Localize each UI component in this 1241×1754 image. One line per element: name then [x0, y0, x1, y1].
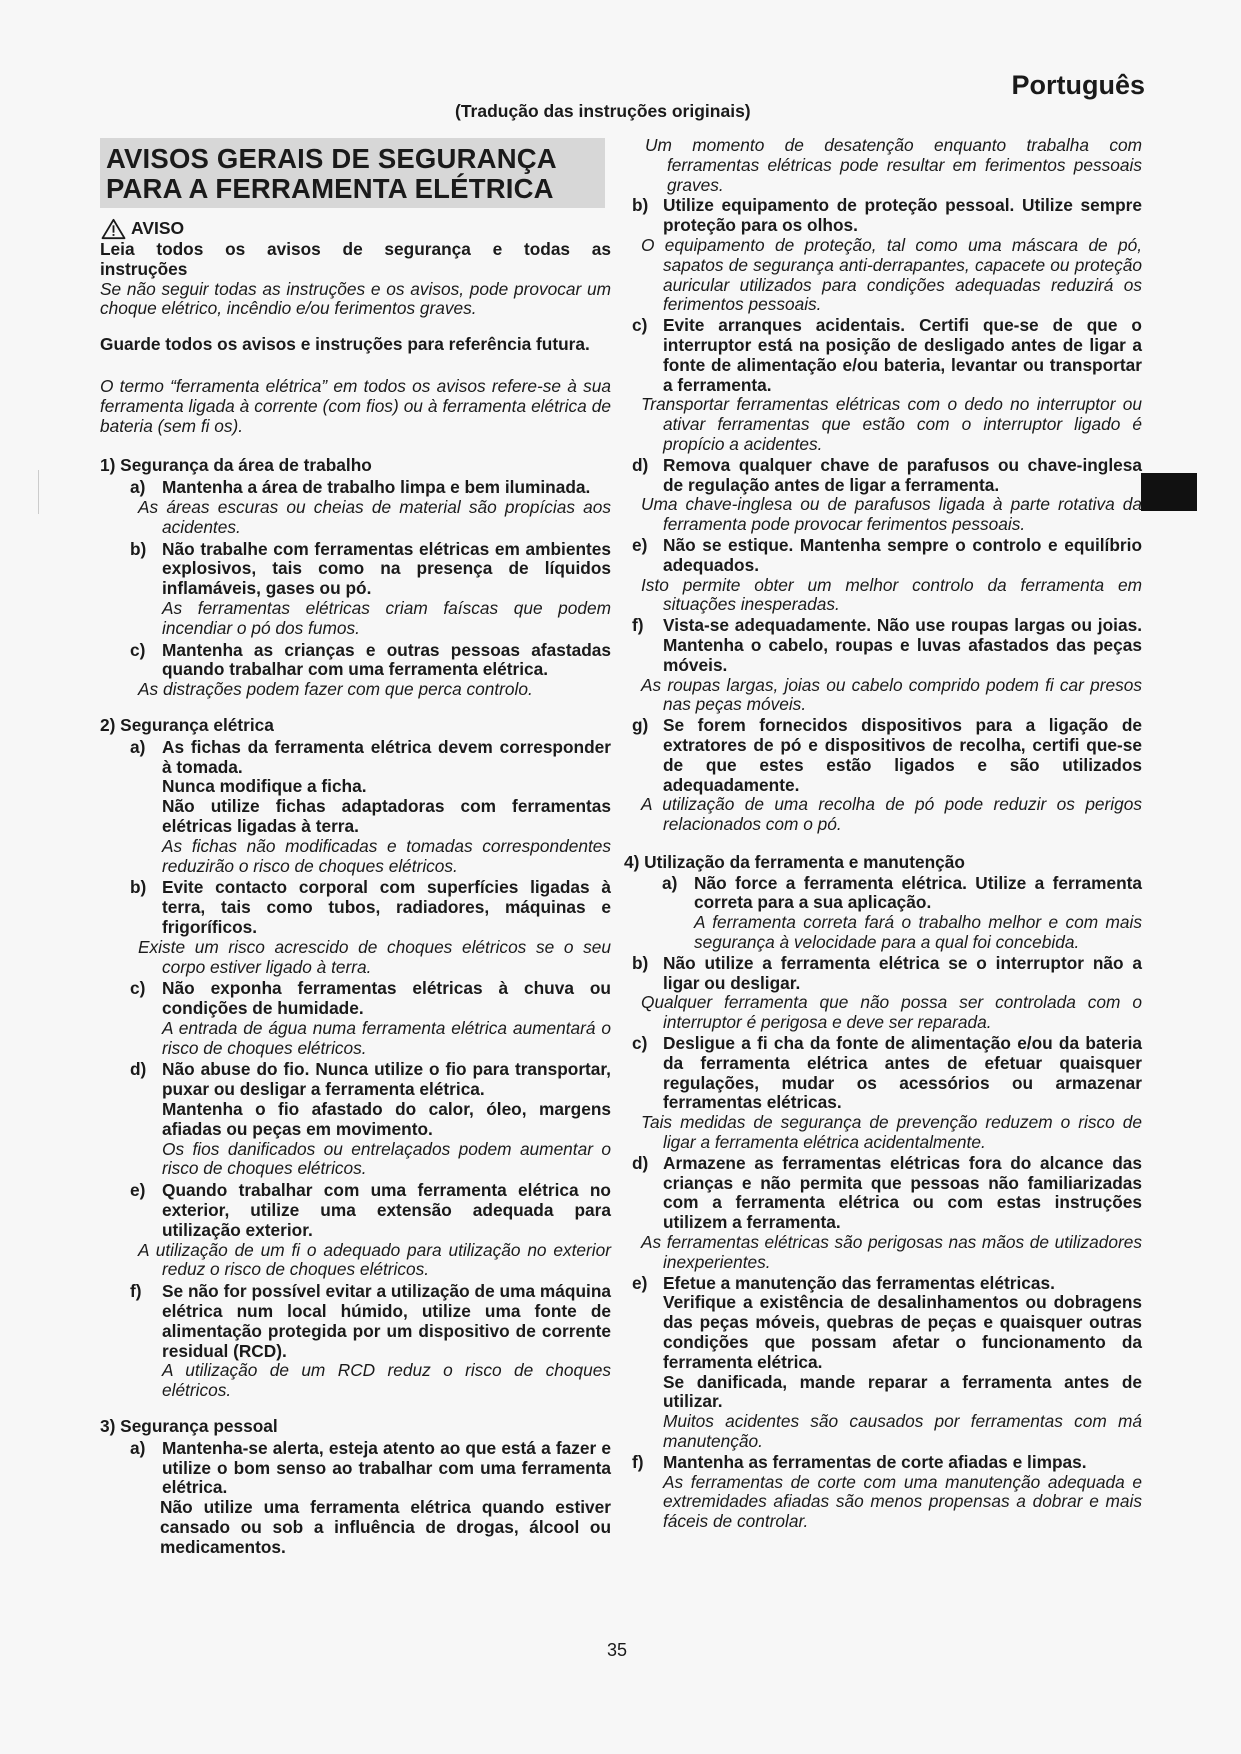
s2-d-bold2: Mantenha o fio afastado do calor, óleo, margens afiadas ou peças em movimento.	[162, 1099, 611, 1139]
item-text: Evite contacto corporal com superfícies ligadas à terra, tais como tubos, radiadores, máquinas e frigoríficos.	[162, 877, 611, 937]
s2-a-bold2: Nunca modifique a ficha.	[162, 776, 367, 797]
item-text: As fichas da ferramenta elétrica devem corresponder à tomada.	[162, 736, 611, 777]
item-text: Mantenha-se alerta, esteja atento ao que está a fazer e utilize o bom senso ao trabalhar com uma ferramenta elétrica.	[162, 1437, 611, 1498]
item-label: d)	[632, 454, 649, 475]
s4-item-f	[632, 1453, 1142, 1473]
s4-item-e	[632, 1274, 1142, 1294]
item-text: Armazene as ferramentas elétricas fora do alcance das crianças e não permita que pessoas não familiarizadas com a ferramenta elétrica ou com estas instruções utilizem a ferramenta.	[663, 1152, 1142, 1233]
item-label: e)	[632, 534, 648, 555]
s4-e-bold2: Verifique a existência de desalinhamentos ou dobragens das peças móveis, quebras de peças e quaisquer outras condições que possam afetar o funcionamento da ferramenta elétrica.	[663, 1292, 1142, 1372]
s4-note-c: Tais medidas de segurança de prevenção reduzem o risco de ligar a ferramenta elétrica acidentalmente.	[641, 1112, 1142, 1153]
item-label: a)	[662, 872, 678, 893]
s2-item-e	[100, 1181, 611, 1240]
s3-item-c	[632, 316, 1142, 395]
item-label: d)	[632, 1152, 649, 1173]
warning-triangle-icon	[100, 218, 127, 240]
item-label: f)	[632, 615, 644, 636]
language-tab-marker	[1141, 473, 1197, 511]
item-label: a)	[130, 1437, 146, 1458]
item-text: Não utilize a ferramenta elétrica se o interruptor não a ligar ou desligar.	[663, 952, 1142, 993]
s3-item-g	[632, 716, 1142, 795]
s4-note-f: As ferramentas de corte com uma manutenção adequada e extremidades afiadas são menos propensas a dobrar e mais fáceis de controlar.	[663, 1471, 1142, 1532]
s3-note-f: As roupas largas, joias ou cabelo comprido podem fi car presos nas peças móveis.	[641, 674, 1142, 715]
s1-note-c: As distrações podem fazer com que perca controlo.	[138, 679, 533, 700]
s2-a-bold3: Não utilize fichas adaptadoras com ferramentas elétricas ligadas à terra.	[162, 796, 611, 836]
warning-text: AVISO	[131, 218, 185, 239]
s1-item-c	[100, 641, 611, 681]
item-text: Se não for possível evitar a utilização de uma máquina elétrica num local húmido, utilize uma fonte de alimentação protegida por um dispositivo de corrente residual (RCD).	[162, 1281, 611, 1361]
s1-item-a	[100, 478, 611, 498]
s4-item-b	[632, 954, 1142, 994]
item-text: Quando trabalhar com uma ferramenta elétrica no exterior, utilize uma extensão adequada para utilização exterior.	[162, 1180, 611, 1240]
right-column	[624, 135, 1142, 1532]
s3-note-c: Transportar ferramentas elétricas com o dedo no interruptor ou ativar ferramentas que estão com o interruptor ligado é propício a acidentes.	[641, 394, 1142, 454]
s4-item-c	[632, 1034, 1142, 1113]
item-label: b)	[632, 195, 649, 216]
keep-instructions: Guarde todos os avisos e instruções para referência futura.	[100, 334, 590, 355]
item-text: Se forem fornecidos dispositivos para a ligação de extratores de pó e dispositivos de recolha, certifi que-se de que estes estão ligados e são utilizados adequadamente.	[663, 715, 1142, 795]
s2-item-c	[100, 979, 611, 1019]
s1-note-a: As áreas escuras ou cheias de material são propícias aos acidentes.	[138, 496, 611, 537]
s4-note-d: As ferramentas elétricas são perigosas nas mãos de utilizadores inexperientes.	[641, 1232, 1142, 1272]
item-label: a)	[130, 736, 146, 757]
translation-subtitle: (Tradução das instruções originais)	[455, 101, 751, 121]
item-text: Não abuse do fio. Nunca utilize o fio para transportar, puxar ou desligar a ferramenta elétrica.	[162, 1059, 611, 1100]
warning-intro: Leia todos os avisos de segurança e todas as instruções	[100, 239, 611, 279]
s4-note-e: Muitos acidentes são causados por ferramentas com má manutenção.	[663, 1411, 1142, 1451]
item-text: Mantenha a área de trabalho limpa e bem iluminada.	[162, 477, 591, 498]
item-text: Não trabalhe com ferramentas elétricas em ambientes explosivos, tais como na presença de líquidos inflamáveis, gases ou pó.	[162, 538, 611, 599]
s2-note-a: As fichas não modificadas e tomadas correspondentes reduzirão o risco de choques elétricos.	[162, 835, 611, 876]
item-text: Utilize equipamento de proteção pessoal. Utilize sempre proteção para os olhos.	[663, 195, 1142, 236]
s4-item-d	[632, 1154, 1142, 1233]
s3-a-bold2: Não utilize uma ferramenta elétrica quando estiver cansado ou sob a influência de drogas, álcool ou medicamentos.	[160, 1497, 611, 1557]
s3-item-a	[100, 1439, 611, 1498]
s1-item-b	[100, 540, 611, 599]
s3-item-d	[632, 456, 1142, 496]
margin-mark	[38, 470, 39, 514]
item-label: f)	[632, 1451, 644, 1472]
page-number: 35	[607, 1640, 628, 1660]
s2-item-d	[100, 1060, 611, 1100]
item-label: c)	[130, 978, 146, 999]
item-label: e)	[130, 1180, 146, 1201]
title-line-2: PARA A FERRAMENTA ELÉTRICA	[106, 173, 554, 204]
item-label: g)	[632, 715, 649, 736]
item-label: d)	[130, 1059, 147, 1080]
warning-label	[100, 218, 611, 240]
section-title-box	[100, 138, 605, 208]
s3-item-e	[632, 536, 1142, 576]
s4-e-bold3: Se danificada, mande reparar a ferramenta antes de utilizar.	[663, 1371, 1142, 1412]
item-text: Não se estique. Mantenha sempre o controlo e equilíbrio adequados.	[663, 534, 1142, 575]
item-label: c)	[632, 315, 648, 336]
s3-item-f	[632, 616, 1142, 675]
section-2-title: 2) Segurança elétrica	[100, 714, 274, 735]
s4-note-a: A ferramenta correta fará o trabalho melhor e com mais segurança à velocidade para a qual foi concebida.	[694, 912, 1142, 953]
item-text: Mantenha as ferramentas de corte afiadas e limpas.	[663, 1451, 1087, 1472]
item-label: b)	[130, 877, 147, 898]
item-text: Efetue a manutenção das ferramentas elétricas.	[663, 1272, 1055, 1293]
s2-note-d: Os fios danificados ou entrelaçados podem aumentar o risco de choques elétricos.	[162, 1138, 611, 1179]
item-text: Mantenha as crianças e outras pessoas afastadas quando trabalhar com uma ferramenta elétrica.	[162, 639, 611, 680]
item-label: a)	[130, 477, 146, 498]
s1-note-b: As ferramentas elétricas criam faíscas que podem incendiar o pó dos fumos.	[162, 597, 611, 638]
section-1-title: 1) Segurança da área de trabalho	[100, 455, 372, 476]
item-label: b)	[130, 538, 147, 559]
item-text: Não force a ferramenta elétrica. Utilize a ferramenta correta para a sua aplicação.	[694, 872, 1142, 913]
item-text: Desligue a fi cha da fonte de alimentação e/ou da bateria da ferramenta elétrica antes de efetuar quaisquer regulações, mudar os acessórios ou armazenar ferramentas elétricas.	[663, 1033, 1142, 1113]
s3-note-g: A utilização de uma recolha de pó pode reduzir os perigos relacionados com o pó.	[641, 794, 1142, 835]
item-label: c)	[632, 1033, 648, 1054]
language-heading: Português	[1011, 70, 1145, 100]
s2-note-b: Existe um risco acrescido de choques elétricos se o seu corpo estiver ligado à terra.	[138, 936, 611, 977]
item-text: Não exponha ferramentas elétricas à chuva ou condições de humidade.	[162, 978, 611, 1019]
s3-note-e: Isto permite obter um melhor controlo da ferramenta em situações inesperadas.	[641, 574, 1142, 615]
item-text: Remova qualquer chave de parafusos ou chave-inglesa de regulação antes de ligar a ferramenta.	[663, 454, 1142, 495]
s2-note-c: A entrada de água numa ferramenta elétrica aumentará o risco de choques elétricos.	[162, 1017, 611, 1058]
s3-note-a: Um momento de desatenção enquanto trabalha com ferramentas elétricas pode resultar em ferimentos pessoais graves.	[645, 135, 1142, 195]
s3-note-b: O equipamento de proteção, tal como uma máscara de pó, sapatos de segurança anti-derrapantes, capacete ou proteção auricular utilizados para condições adequadas reduzirá os ferimentos pessoais.	[641, 234, 1142, 315]
s3-item-b	[632, 196, 1142, 236]
s2-item-b	[100, 878, 611, 937]
left-column	[100, 136, 611, 1558]
section-3-title: 3) Segurança pessoal	[100, 1416, 278, 1437]
warning-intro-note: Se não seguir todas as instruções e os avisos, pode provocar um choque elétrico, incêndio e/ou ferimentos graves.	[100, 278, 611, 319]
item-label: c)	[130, 639, 146, 660]
s4-item-a	[632, 874, 1142, 914]
s2-item-a	[100, 738, 611, 778]
term-definition: O termo “ferramenta elétrica” em todos os avisos refere-se à sua ferramenta ligada à corrente (com fios) ou à ferramenta elétrica de bateria (sem fi os).	[100, 375, 611, 436]
item-label: f)	[130, 1281, 142, 1302]
item-label: e)	[632, 1272, 648, 1293]
s2-note-e: A utilização de um fi o adequado para utilização no exterior reduz o risco de choques elétricos.	[138, 1239, 611, 1280]
item-label: b)	[632, 952, 649, 973]
s2-item-f	[100, 1282, 611, 1361]
section-4-title: 4) Utilização da ferramenta e manutenção	[624, 851, 965, 872]
item-text: Evite arranques acidentais. Certifi que-se de que o interruptor está na posição de desligado antes de ligar a fonte de alimentação e/ou bateria, levantar ou transportar a ferramenta.	[663, 315, 1142, 395]
title-line-1: AVISOS GERAIS DE SEGURANÇA	[106, 143, 557, 174]
s4-note-b: Qualquer ferramenta que não possa ser controlada com o interruptor é perigosa e deve ser reparada.	[641, 992, 1142, 1033]
item-text: Vista-se adequadamente. Não use roupas largas ou joias. Mantenha o cabelo, roupas e luvas afastados das peças móveis.	[663, 615, 1142, 675]
s2-note-f: A utilização de um RCD reduz o risco de choques elétricos.	[162, 1360, 611, 1401]
s3-note-d: Uma chave-inglesa ou de parafusos ligada à parte rotativa da ferramenta pode provocar ferimentos pessoais.	[641, 494, 1142, 535]
